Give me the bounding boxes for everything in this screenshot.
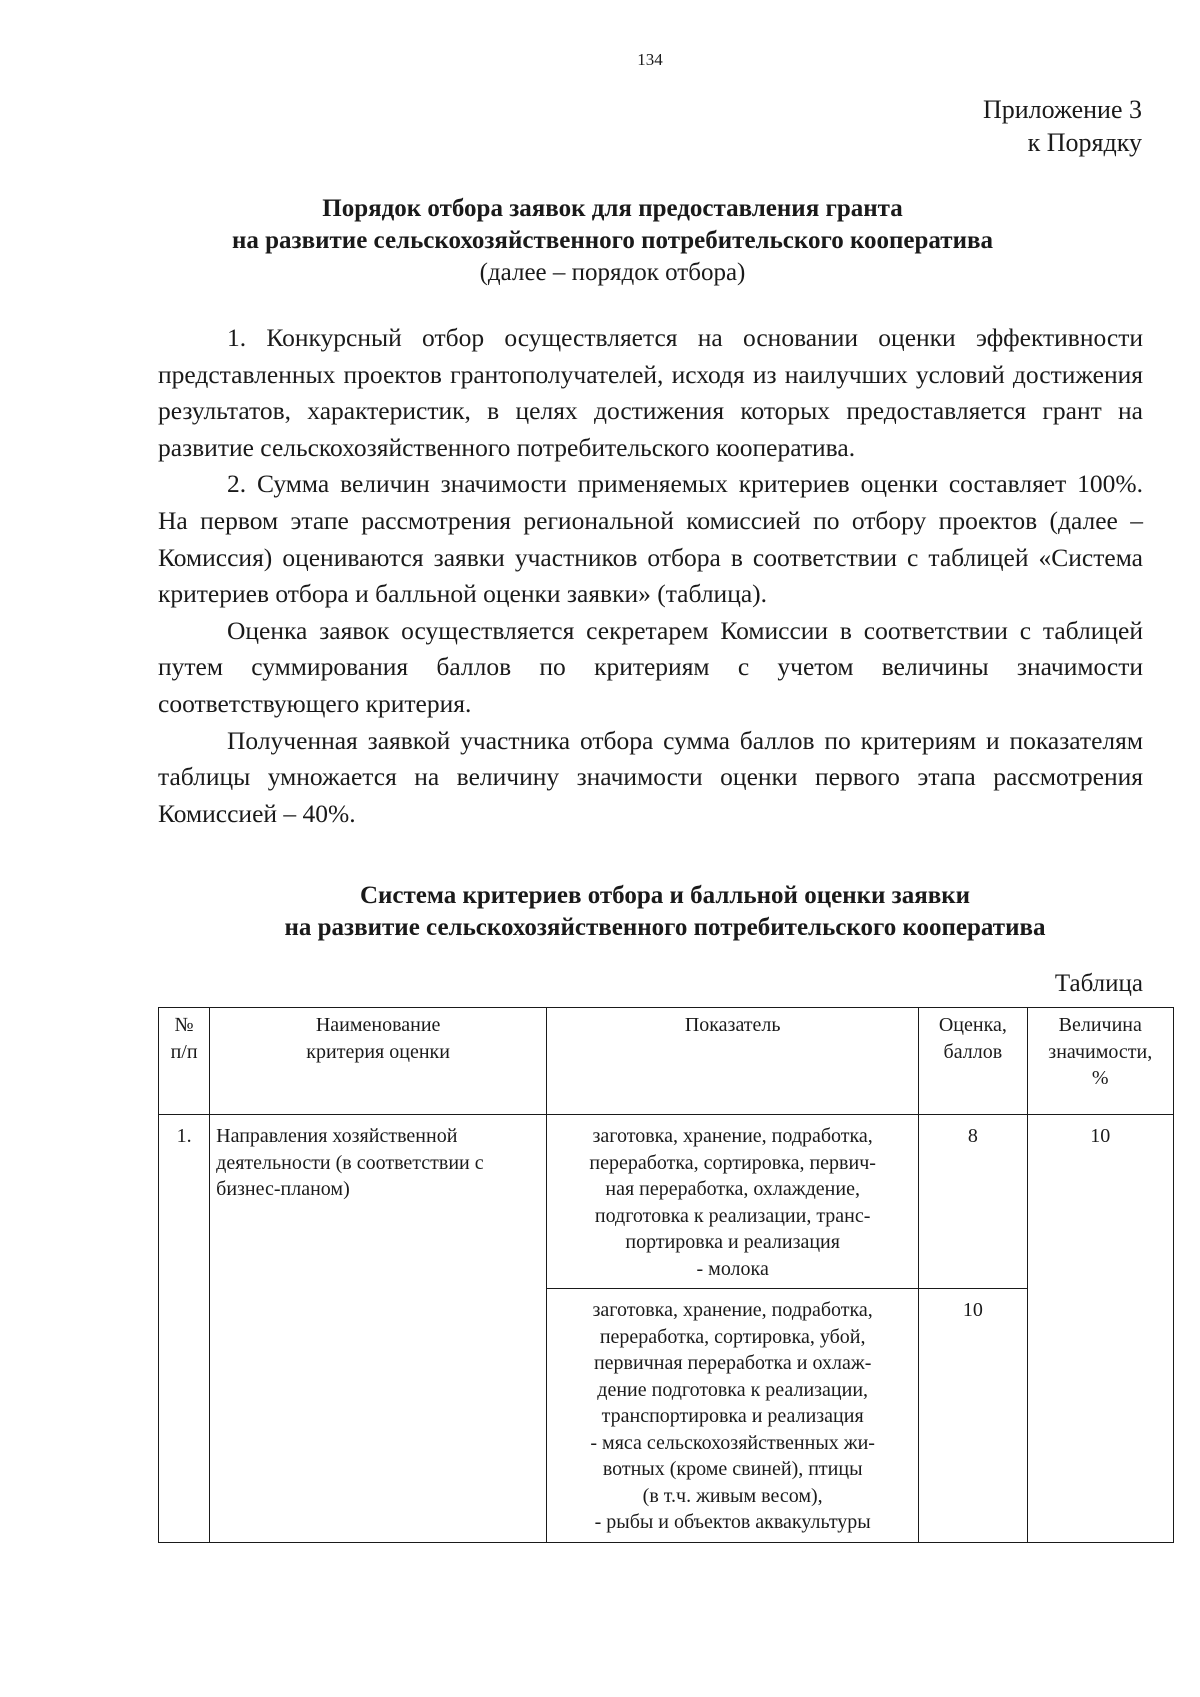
indicator-line: ная переработка, охлаждение, — [605, 1178, 860, 1200]
header-num-line-1: № — [174, 1014, 194, 1036]
paragraph-2: 2. Сумма величин значимости применяемых критериев оценки составляет 100%. На первом этапе рассмотрения региональной комиссией по отбору проектов (далее – Комиссия) оцениваются заявки участников отбора в соответствии с таблицей «Система критериев отбора и балльной оценки заявки» (таблица). — [158, 469, 1143, 609]
paragraph-4: Полученная заявкой участника отбора сумма баллов по критериям и показателям таблицы умножается на величину значимости оценки первого этапа рассмотрения Комиссией – 40%. — [158, 725, 1143, 828]
indicator-line: дение подготовка к реализации, — [597, 1378, 869, 1401]
title-line-2: на развитие сельскохозяйственного потребительского кооператива — [232, 227, 993, 254]
indicator-cell — [547, 1115, 919, 1289]
header-weight — [1027, 1008, 1173, 1115]
indicator-line: переработка, сортировка, первич- — [589, 1151, 876, 1174]
indicator-line: - рыбы и объектов аквакультуры — [594, 1511, 871, 1533]
appendix-line-1: Приложение 3 — [982, 95, 1142, 124]
indicator-line: (в т.ч. живым весом), — [642, 1484, 823, 1507]
header-score-line-1: Оценка, — [938, 1014, 1007, 1036]
header-indicator: Показатель — [547, 1008, 919, 1115]
indicator-line: - молока — [696, 1257, 769, 1280]
header-weight-line-2: значимости, — [1048, 1040, 1153, 1063]
indicator-cell — [547, 1289, 919, 1543]
weight-cell: 10 — [1027, 1115, 1173, 1543]
header-num — [159, 1008, 210, 1115]
title-line-3: (далее – порядок отбора) — [479, 259, 746, 286]
indicator-line: подготовка к реализации, транс- — [594, 1204, 871, 1227]
header-score-line-2: баллов — [943, 1040, 1003, 1063]
table-title-line-1: Система критериев отбора и балльной оценки заявки — [359, 882, 971, 909]
criterion-name: Направления хозяйственной деятельности (в соответствии с бизнес-планом) — [210, 1115, 547, 1543]
score-cell: 10 — [919, 1289, 1027, 1543]
criteria-table — [158, 1007, 1174, 1543]
table-header-row — [159, 1008, 1174, 1115]
indicator-line: вотных (кроме свиней), птицы — [602, 1458, 863, 1480]
indicator-line: переработка, сортировка, убой, — [599, 1325, 866, 1348]
header-name-line-2: критерия оценки — [306, 1040, 450, 1063]
header-criterion-name — [210, 1008, 547, 1115]
table-title-line-2: на развитие сельскохозяйственного потребительского кооператива — [284, 914, 1046, 941]
indicator-line: первичная переработка и охлаж- — [593, 1352, 872, 1374]
table-caption: Таблица — [1054, 970, 1143, 997]
indicator-line: - мяса сельскохозяйственных жи- — [590, 1431, 875, 1454]
indicator-line: заготовка, хранение, подработка, — [592, 1125, 873, 1147]
paragraph-3: Оценка заявок осуществляется секретарем Комиссии в соответствии с таблицей путем суммирования баллов по критериям с учетом величины значимости соответствующего критерия. — [158, 615, 1143, 718]
table-title — [215, 880, 1115, 944]
header-num-line-2: п/п — [170, 1040, 198, 1063]
row-number: 1. — [159, 1115, 210, 1543]
header-name-line-1: Наименование — [315, 1014, 441, 1036]
header-weight-line-1: Величина — [1058, 1014, 1142, 1036]
title-line-1: Порядок отбора заявок для предоставления гранта — [322, 195, 903, 222]
paragraph-1: 1. Конкурсный отбор осуществляется на основании оценки эффективности представленных проектов грантополучателей, исходя из наилучших условий достижения результатов, характеристик, в целях достижения которых предоставляется грант на развитие сельскохозяйственного потребительского кооператива. — [158, 323, 1143, 462]
body-text — [158, 320, 1143, 832]
page-number: 134 — [637, 50, 663, 69]
score-cell: 8 — [919, 1115, 1027, 1289]
header-score — [919, 1008, 1027, 1115]
header-weight-line-3: % — [1091, 1067, 1109, 1089]
appendix-line-2: к Порядку — [1027, 128, 1142, 157]
indicator-line: портировка и реализация — [625, 1231, 840, 1253]
appendix-reference — [983, 93, 1142, 159]
indicator-line: заготовка, хранение, подработка, — [592, 1299, 873, 1321]
indicator-line: транспортировка и реализация — [601, 1405, 864, 1427]
table-row — [159, 1115, 1174, 1289]
document-title — [140, 193, 1085, 289]
